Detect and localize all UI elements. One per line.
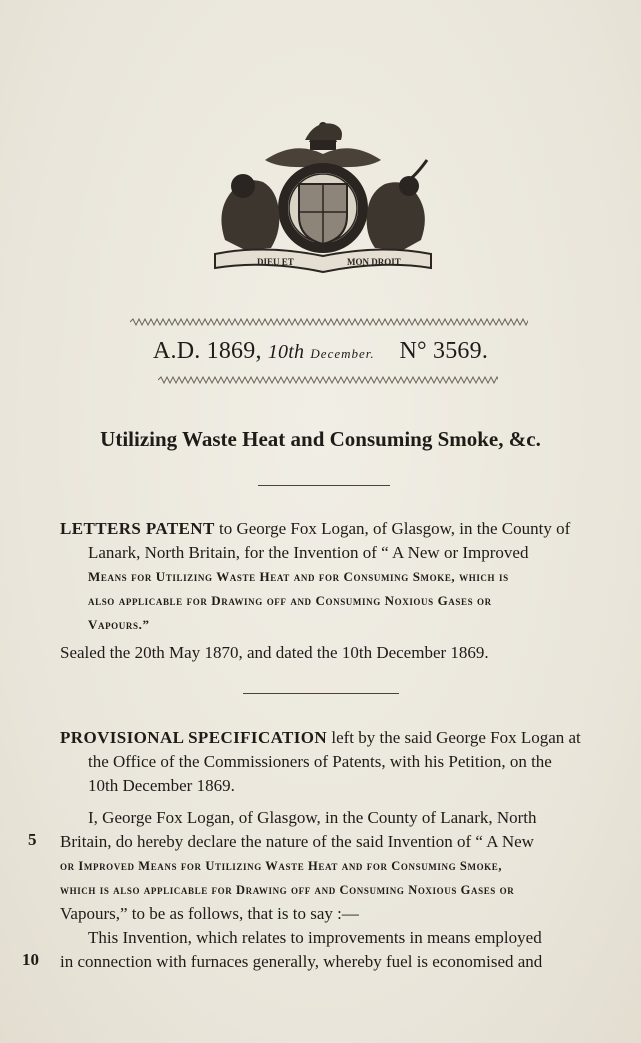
letters-patent-lead: LETTERS PATENT [60,519,215,538]
patent-date: 10th [267,341,305,363]
provisional-paragraph: PROVISIONAL SPECIFICATION left by the said George Fox Logan at the Office of the Commissioners of Patents, with his Petition, on the 10th December 1869. [60,728,581,795]
patent-year: 1869, [206,338,262,364]
divider-1 [258,485,390,486]
patent-month: December. [310,346,375,361]
letters-patent-line-2: Lanark, North Britain, for the Invention of “ A New or Improved [88,543,529,562]
divider-2 [243,693,399,694]
number-label: N° [399,338,427,364]
letters-patent-paragraph [60,517,600,637]
patent-heading [0,336,641,369]
wavy-rule-top [130,318,528,326]
ad-label: A.D. [152,338,201,364]
crest-motto-left: DIEU ET [257,257,294,267]
crest-motto-right: MON DROIT [347,257,401,267]
patent-number: 3569. [433,338,489,364]
wavy-rule-bottom [158,376,498,384]
royal-coat-of-arms-icon [205,120,440,280]
letters-patent-line-5: Vapours.” [88,617,150,632]
letters-patent-line-4: also applicable for Drawing off and Consuming Noxious Gases or [88,593,492,608]
body-paragraph-1: I, George Fox Logan, of Glasgow, in the County of Lanark, North Britain, do hereby declare the nature of the said Invention of “ A New or Improved Means for Utilizing Waste Heat and for Consuming Smoke, which is also applicable for Drawing off and Consuming Noxious Gases or Vapours,” to be as follows, that is to say :— [60,808,537,923]
line-number-10: 10 [22,950,39,969]
letters-patent-line-3: Means for Utilizing Waste Heat and for Consuming Smoke, which is [88,569,509,584]
line-number-5: 5 [28,830,37,849]
patent-title: Utilizing Waste Heat and Consuming Smoke, &c. [100,427,541,451]
letters-patent-line-1: LETTERS PATENT to George Fox Logan, of Glasgow, in the County of [60,519,571,538]
sealed-line: Sealed the 20th May 1870, and dated the 10th December 1869. [60,643,489,662]
body-paragraph-2: This Invention, which relates to improvements in means employed in connection with furnaces generally, whereby fuel is economised and [60,928,543,971]
provisional-lead: PROVISIONAL SPECIFICATION [60,728,328,747]
